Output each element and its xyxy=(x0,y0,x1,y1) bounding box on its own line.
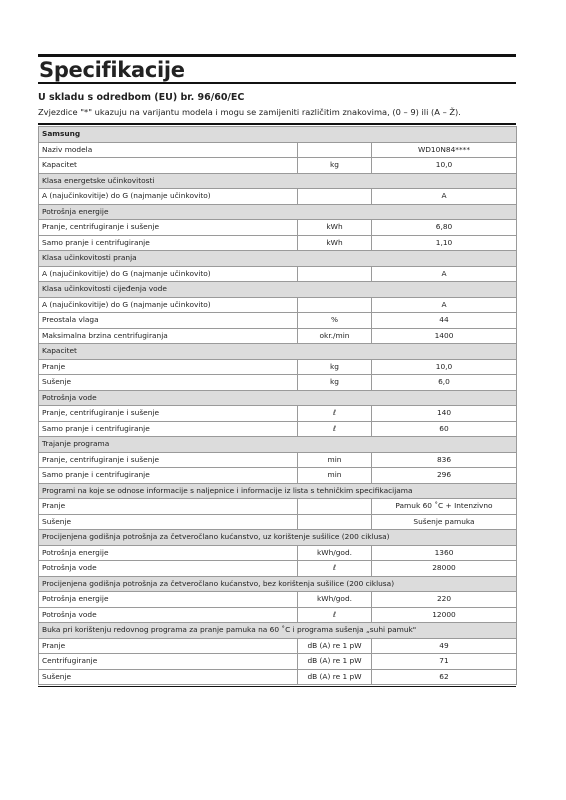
row-unit xyxy=(298,266,372,282)
section-heading: Procijenjena godišnja potrošnja za četveročlano kućanstvo, uz korištenje sušilice (200 ciklusa) xyxy=(39,530,517,546)
row-value: A xyxy=(372,189,517,205)
row-unit: dB (A) re 1 pW xyxy=(298,654,372,670)
row-label: Sušenje xyxy=(39,375,298,391)
row-value: 62 xyxy=(372,669,517,685)
table-row xyxy=(39,421,517,437)
row-label: Kapacitet xyxy=(39,158,298,174)
row-value: 10,0 xyxy=(372,158,517,174)
row-value: 1400 xyxy=(372,328,517,344)
table-row xyxy=(39,220,517,236)
table-row xyxy=(39,313,517,329)
row-value: 71 xyxy=(372,654,517,670)
row-label: Pranje xyxy=(39,499,298,515)
row-value: 6,80 xyxy=(372,220,517,236)
row-label: Pranje xyxy=(39,638,298,654)
row-unit: kg xyxy=(298,375,372,391)
row-unit: ℓ xyxy=(298,421,372,437)
row-unit: kWh/god. xyxy=(298,592,372,608)
row-label: Pranje, centrifugiranje i sušenje xyxy=(39,452,298,468)
row-label: A (najučinkovitije) do G (najmanje učinkovito) xyxy=(39,266,298,282)
row-value: 49 xyxy=(372,638,517,654)
model-variant-note: Zvjezdice "*" ukazuju na varijantu modela i mogu se zamijeniti različitim znakovima, (0 – 9) ili (A – Ž). xyxy=(38,107,461,117)
table-row xyxy=(39,452,517,468)
row-unit: min xyxy=(298,468,372,484)
row-value: 10,0 xyxy=(372,359,517,375)
row-value: WD10N84**** xyxy=(372,142,517,158)
section-heading: Potrošnja energije xyxy=(39,204,517,220)
row-value: 12000 xyxy=(372,607,517,623)
row-label: Pranje xyxy=(39,359,298,375)
row-unit: okr./min xyxy=(298,328,372,344)
table-row xyxy=(39,359,517,375)
row-label: Preostala vlaga xyxy=(39,313,298,329)
section-row xyxy=(39,576,517,592)
row-label: Potrošnja vode xyxy=(39,561,298,577)
row-unit xyxy=(298,189,372,205)
row-unit: ℓ xyxy=(298,406,372,422)
section-heading: Programi na koje se odnose informacije s naljepnice i informacije iz lista s tehničkim specifikacijama xyxy=(39,483,517,499)
row-value: 44 xyxy=(372,313,517,329)
table-row xyxy=(39,297,517,313)
row-unit xyxy=(298,142,372,158)
table-row xyxy=(39,669,517,685)
row-unit: min xyxy=(298,452,372,468)
row-value: 1360 xyxy=(372,545,517,561)
row-unit: kg xyxy=(298,359,372,375)
table-row xyxy=(39,328,517,344)
row-label: Potrošnja energije xyxy=(39,545,298,561)
section-heading: Klasa učinkovitosti pranja xyxy=(39,251,517,267)
row-value: A xyxy=(372,297,517,313)
row-label: Centrifugiranje xyxy=(39,654,298,670)
row-label: Potrošnja vode xyxy=(39,607,298,623)
specifications-table xyxy=(38,126,517,685)
table-row xyxy=(39,406,517,422)
section-heading: Potrošnja vode xyxy=(39,390,517,406)
row-unit: kWh/god. xyxy=(298,545,372,561)
row-label: Maksimalna brzina centrifugiranja xyxy=(39,328,298,344)
section-row xyxy=(39,251,517,267)
section-row xyxy=(39,530,517,546)
row-value: 1,10 xyxy=(372,235,517,251)
section-row xyxy=(39,282,517,298)
section-row xyxy=(39,483,517,499)
table-row xyxy=(39,468,517,484)
table-row xyxy=(39,638,517,654)
table-row xyxy=(39,142,517,158)
row-unit: ℓ xyxy=(298,607,372,623)
section-heading: Klasa energetske učinkovitosti xyxy=(39,173,517,189)
row-value: 60 xyxy=(372,421,517,437)
row-value: 6,0 xyxy=(372,375,517,391)
section-heading: Samsung xyxy=(39,127,517,143)
row-value: Pamuk 60 ˚C + Intenzivno xyxy=(372,499,517,515)
section-heading: Klasa učinkovitosti cijeđenja vode xyxy=(39,282,517,298)
page-title: Specifikacije xyxy=(38,54,516,84)
row-label: Potrošnja energije xyxy=(39,592,298,608)
section-row xyxy=(39,623,517,639)
row-unit xyxy=(298,514,372,530)
row-unit xyxy=(298,297,372,313)
row-unit xyxy=(298,499,372,515)
row-label: A (najučinkovitije) do G (najmanje učinkovito) xyxy=(39,297,298,313)
row-label: A (najučinkovitije) do G (najmanje učinkovito) xyxy=(39,189,298,205)
row-unit: % xyxy=(298,313,372,329)
section-heading: Kapacitet xyxy=(39,344,517,360)
row-value: 140 xyxy=(372,406,517,422)
section-row xyxy=(39,390,517,406)
row-unit: kg xyxy=(298,158,372,174)
table-row xyxy=(39,158,517,174)
section-row xyxy=(39,344,517,360)
row-label: Samo pranje i centrifugiranje xyxy=(39,421,298,437)
section-row xyxy=(39,437,517,453)
table-bottom-rule xyxy=(38,686,516,687)
regulation-subtitle: U skladu s odredbom (EU) br. 96/60/EC xyxy=(38,92,245,103)
table-row xyxy=(39,592,517,608)
row-value: 220 xyxy=(372,592,517,608)
row-label: Pranje, centrifugiranje i sušenje xyxy=(39,406,298,422)
row-value: 836 xyxy=(372,452,517,468)
row-unit: kWh xyxy=(298,235,372,251)
section-row xyxy=(39,127,517,143)
section-row xyxy=(39,204,517,220)
row-unit: ℓ xyxy=(298,561,372,577)
table-row xyxy=(39,545,517,561)
row-unit: kWh xyxy=(298,220,372,236)
table-row xyxy=(39,654,517,670)
table-row xyxy=(39,235,517,251)
row-value: 296 xyxy=(372,468,517,484)
table-row xyxy=(39,607,517,623)
table-row xyxy=(39,189,517,205)
table-row xyxy=(39,514,517,530)
table-row xyxy=(39,561,517,577)
row-label: Pranje, centrifugiranje i sušenje xyxy=(39,220,298,236)
row-unit: dB (A) re 1 pW xyxy=(298,669,372,685)
row-unit: dB (A) re 1 pW xyxy=(298,638,372,654)
table-row xyxy=(39,375,517,391)
row-label: Samo pranje i centrifugiranje xyxy=(39,468,298,484)
section-row xyxy=(39,173,517,189)
section-heading: Procijenjena godišnja potrošnja za četveročlano kućanstvo, bez korištenja sušilice (200 ciklusa) xyxy=(39,576,517,592)
row-label: Sušenje xyxy=(39,669,298,685)
table-top-rule xyxy=(38,123,516,125)
row-value: 28000 xyxy=(372,561,517,577)
table-row xyxy=(39,499,517,515)
section-heading: Trajanje programa xyxy=(39,437,517,453)
row-label: Samo pranje i centrifugiranje xyxy=(39,235,298,251)
row-value: Sušenje pamuka xyxy=(372,514,517,530)
row-label: Sušenje xyxy=(39,514,298,530)
table-row xyxy=(39,266,517,282)
row-value: A xyxy=(372,266,517,282)
row-label: Naziv modela xyxy=(39,142,298,158)
section-heading: Buka pri korištenju redovnog programa za pranje pamuka na 60 ˚C i programa sušenja „suhi pamuk" xyxy=(39,623,517,639)
